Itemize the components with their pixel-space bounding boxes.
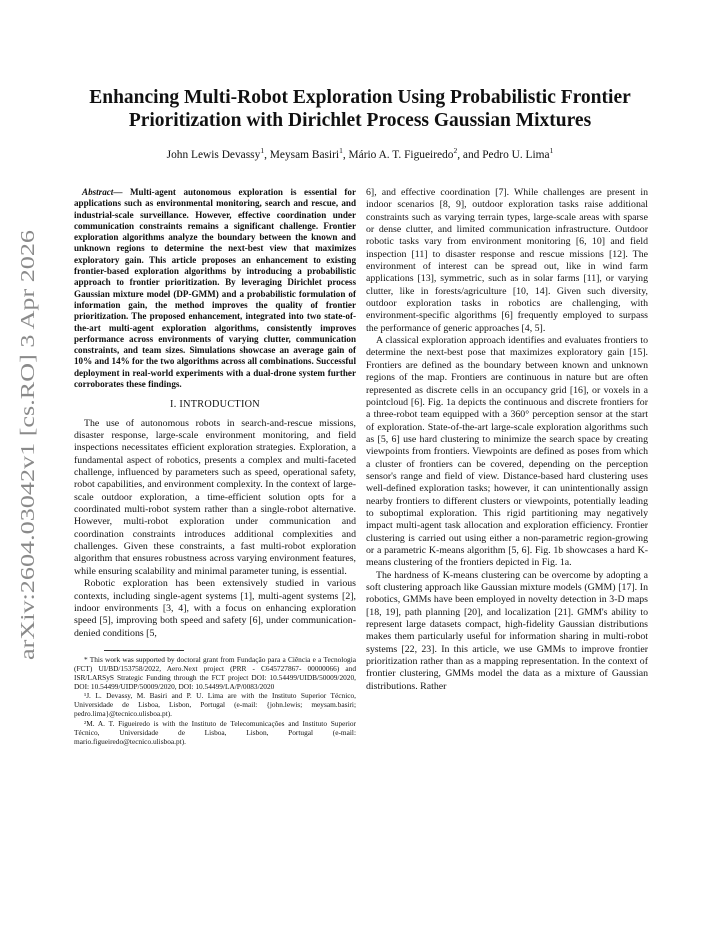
author-2: Meysam Basiri — [269, 149, 340, 161]
author-sep: , — [342, 149, 349, 161]
abstract-dash: — — [113, 187, 130, 197]
right-paragraph-2: A classical exploration approach identifies and evaluates frontiers to determine the next-best pose that maximizes exploratory gain [15]. Frontiers are defined as the boundary between known and unknown regions of the map. Frontiers are continuous in nature but are often represented as discrete cells in an occupancy grid [16], or voxels in a pointcloud [6]. Fig. 1a depicts the continuous and discrete frontiers for a three-robot team equipped with a 360° perception sensor at the start of exploration. State-of-the-art large-scale exploration algorithms such as [5, 6] use hard clustering to minimize the search space by creating viewpoints from frontiers. Viewpoints are defined as poses from which a cluster of frontiers can be covered, depending on the perception sensor's range and field of view. Distance-based hard clustering uses well-defined exploration tasks; however, it can unintentionally assign nearby frontiers to different clusters or viewpoints, potentially leading to suboptimal exploration. This rigid partitioning may negatively impact multi-agent task allocation and exploration efficiency. Frontier clustering is carried out using either a non-parametric region-growing or a parametric K-means algorithm [5, 6]. Fig. 1b showcases a hard K-means clustering of the frontiers depicted in Fig. 1a. — [366, 335, 648, 569]
right-column — [366, 187, 648, 693]
author-1-affil: 1 — [260, 146, 265, 156]
author-list — [60, 146, 660, 161]
intro-paragraph-1: The use of autonomous robots in search-and-rescue missions, disaster response, large-scale environment monitoring, and field inspections necessitates efficient exploration strategies. Exploration, a fundamental aspect of robotics, presents a complex and multi-faceted challenge, influenced by parameters such as speed, operational safety, robot capabilities, and environment complexity. In the context of large-scale outdoor exploration, a time-efficient solution opts for a coordinated multi-robot system rather than a single-robot alternative. However, multi-robot exploration under communication and coordination constraints introduces additional complexities and challenges. Given these constraints, a fast multi-robot exploration algorithm that ensures robustness across varying environment features, while ensuring scalability and minimal parameter tuning, is essential. — [74, 417, 356, 577]
section-heading-introduction: I. INTRODUCTION — [170, 399, 260, 411]
author-sep: , — [264, 149, 270, 161]
title-line-1: Enhancing Multi-Robot Exploration Using Probabilistic Frontier — [89, 87, 631, 108]
footnote-affiliation-1: ¹J. L. Devassy, M. Basiri and P. U. Lima are with the Instituto Superior Técnico, Universidade de Lisboa, Lisbon, Portugal (e-mail: {john.lewis; meysam.basiri; pedro.lima}@tecnico.ulisboa.pt). — [74, 691, 356, 719]
author-4-affil: 1 — [549, 146, 554, 156]
footnote-affiliation-2: ²M. A. T. Figueiredo is with the Instituto de Telecomunicações and Instituto Superior Técnico, Universidade de Lisboa, Lisbon, Portugal (e-mail: mario.figueiredo@tecnico.ulisboa.pt). — [74, 718, 356, 746]
author-3-affil: 2 — [453, 146, 458, 156]
author-sep: , and — [457, 149, 483, 161]
title-line-2: Prioritization with Dirichlet Process Gaussian Mixtures — [128, 110, 592, 131]
arxiv-sidebar-stamp — [6, 230, 46, 660]
abstract-label: Abstract — [82, 187, 114, 197]
footnote-funding: * This work was supported by doctoral grant from Fundação para a Ciência e a Tecnologia (FCT) UI/BD/153758/2022, Aero.Next project (PRR - C645727867- 00000066) and ISR/LARSyS Strategic Funding through the FCT project DOI: 10.54499/UIDB/50009/2020, DOI: 10.54499/UIDP/50009/2020, DOI: 10.54499/LA/P/0083/2020 — [74, 654, 356, 692]
author-4: Pedro U. Lima — [482, 149, 550, 161]
author-2-affil: 1 — [339, 146, 343, 156]
abstract — [74, 187, 356, 390]
left-column — [74, 187, 356, 746]
author-3: Mário A. T. Figueiredo — [348, 149, 454, 161]
right-paragraph-1: 6], and effective coordination [7]. While challenges are present in indoor scenarios [8, 9], outdoor exploration tasks raise additional constraints such as varying terrain types, large-scale areas with sparse or dense clutter, and limited communication infrastructure. Outdoor robotic tasks vary from environment monitoring [6, 10] and field inspection [11] to disaster response and rescue missions [12]. The environment of interest can be spread out, like in wind farm applications [13], symmetric, such as in solar farms [11], or varying clutter, like in forests/agriculture [10, 14]. Given such diversity, outdoor exploration tasks in robotics are challenging, with environment-specific algorithms [6] frequently employed to surpass the performance of generic approaches [4, 5]. — [366, 187, 648, 334]
abstract-text: Multi-agent autonomous exploration is essential for applications such as environmental monitoring, search and rescue, and industrial-scale surveillance. However, effective coordination under communication constraints remains a significant challenge. Frontier exploration algorithms analyze the boundary between the known and unknown regions to determine the next-best view that maximizes exploratory gain. This article proposes an enhancement to existing frontier-based exploration algorithms by introducing a probabilistic approach to frontier prioritization. By leveraging Dirichlet process Gaussian mixture model (DP-GMM) and a probabilistic formulation of information gain, the method improves the quality of frontier prioritization. The proposed enhancement, integrated into two state-of-the-art multi-agent exploration algorithms, consistently improves performance across environments of varying clutter, communication constraints, and team sizes. Simulations showcase an average gain of 10% and 14% for the two algorithms across all combinations. Successful deployment in real-world experiments with a dual-drone system further corroborates these findings. — [74, 187, 356, 390]
paper-title — [60, 86, 660, 132]
intro-paragraph-2: Robotic exploration has been extensively studied in various contexts, including single-agent systems [1], multi-agent systems [2], indoor environments [3, 4], with a focus on enhancing exploration speed [5], improving both speed and safety [6], under communication-denied conditions [5, — [74, 578, 356, 639]
right-paragraph-3: The hardness of K-means clustering can be overcome by adopting a soft clustering approach like Gaussian mixture models (GMM) [17]. In robotics, GMMs have been employed in novelty detection in 3-D maps [18, 19], path planning [20], and localization [21]. GMM's ability to represent large datasets compact, high-fidelity Gaussian distributions makes them particularly useful for information sharing in multi-robot systems [22, 23]. In this article, we use GMMs to improve frontier prioritization rather than as a mapping representation. In the context of frontier clustering, GMMs model the data as a mixture of Gaussian distributions. Rather — [366, 569, 648, 692]
author-1: John Lewis Devassy — [166, 149, 261, 161]
arxiv-id: arXiv:2604.03042v1 [cs.RO] 3 Apr 2026 — [17, 331, 39, 660]
footnote-divider — [104, 650, 184, 651]
arxiv-stamp-svg — [6, 230, 46, 660]
